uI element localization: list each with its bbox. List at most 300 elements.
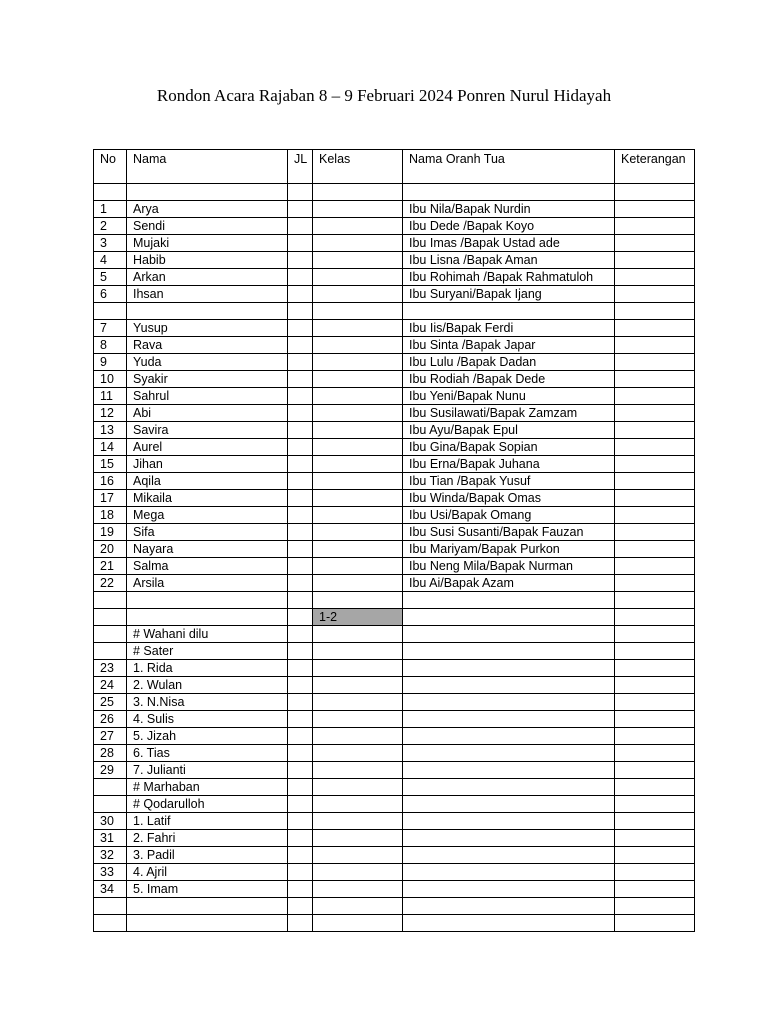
cell-keterangan [615,745,695,762]
cell-keterangan [615,303,695,320]
cell-nama-orang-tua [403,677,615,694]
header-no: No [94,150,127,184]
cell-nama: 2. Wulan [127,677,288,694]
cell-no: 21 [94,558,127,575]
cell-keterangan [615,286,695,303]
cell-no: 19 [94,524,127,541]
cell-jl [288,558,313,575]
cell-nama: Arya [127,201,288,218]
table-row [94,507,695,524]
table-body [94,184,695,932]
cell-nama-orang-tua: Ibu Winda/Bapak Omas [403,490,615,507]
cell-jl [288,354,313,371]
cell-no: 13 [94,422,127,439]
cell-jl [288,711,313,728]
table-row [94,864,695,881]
cell-kelas [313,507,403,524]
cell-jl [288,218,313,235]
cell-no: 14 [94,439,127,456]
cell-jl [288,660,313,677]
cell-jl [288,592,313,609]
cell-kelas [313,881,403,898]
cell-no [94,184,127,201]
table-row [94,694,695,711]
cell-nama [127,592,288,609]
header-nama: Nama [127,150,288,184]
table-row [94,711,695,728]
table-row [94,796,695,813]
cell-keterangan [615,439,695,456]
cell-nama: # Wahani dilu [127,626,288,643]
cell-jl [288,286,313,303]
table-row [94,898,695,915]
cell-nama-orang-tua [403,847,615,864]
table-row [94,881,695,898]
cell-nama: Habib [127,252,288,269]
cell-keterangan [615,252,695,269]
cell-no [94,779,127,796]
cell-nama: Mega [127,507,288,524]
cell-nama [127,915,288,932]
cell-nama-orang-tua: Ibu Tian /Bapak Yusuf [403,473,615,490]
cell-keterangan [615,337,695,354]
cell-nama: Ihsan [127,286,288,303]
cell-no: 28 [94,745,127,762]
table-row [94,354,695,371]
cell-keterangan [615,847,695,864]
header-keterangan: Keterangan [615,150,695,184]
cell-keterangan [615,609,695,626]
cell-keterangan [615,813,695,830]
cell-jl [288,371,313,388]
header-jl: JL [288,150,313,184]
cell-nama: Jihan [127,456,288,473]
cell-keterangan [615,184,695,201]
cell-jl [288,439,313,456]
roster-table [93,149,695,932]
table-row [94,337,695,354]
cell-kelas [313,813,403,830]
cell-nama-orang-tua [403,609,615,626]
cell-jl [288,507,313,524]
cell-no: 17 [94,490,127,507]
cell-nama-orang-tua [403,728,615,745]
cell-nama: 4. Ajril [127,864,288,881]
cell-nama-orang-tua [403,881,615,898]
cell-kelas [313,779,403,796]
cell-keterangan [615,371,695,388]
cell-jl [288,337,313,354]
cell-kelas [313,592,403,609]
cell-nama-orang-tua: Ibu Gina/Bapak Sopian [403,439,615,456]
table-row [94,660,695,677]
cell-no [94,796,127,813]
cell-keterangan [615,490,695,507]
cell-keterangan [615,864,695,881]
cell-no: 10 [94,371,127,388]
cell-kelas [313,915,403,932]
cell-jl [288,881,313,898]
cell-jl [288,405,313,422]
table-row [94,779,695,796]
cell-nama-orang-tua: Ibu Suryani/Bapak Ijang [403,286,615,303]
table-row [94,677,695,694]
cell-nama: Mujaki [127,235,288,252]
cell-no: 15 [94,456,127,473]
cell-kelas [313,541,403,558]
cell-keterangan [615,405,695,422]
cell-jl [288,473,313,490]
cell-nama: Savira [127,422,288,439]
table-header-row [94,150,695,184]
cell-no [94,898,127,915]
cell-nama-orang-tua [403,830,615,847]
page-title: Rondon Acara Rajaban 8 – 9 Februari 2024 Ponren Nurul Hidayah [156,86,612,105]
table-row [94,201,695,218]
cell-no: 11 [94,388,127,405]
cell-kelas [313,235,403,252]
table-row [94,541,695,558]
cell-keterangan [615,711,695,728]
cell-nama: Abi [127,405,288,422]
cell-jl [288,388,313,405]
cell-jl [288,235,313,252]
table-row [94,592,695,609]
cell-nama-orang-tua [403,660,615,677]
table-row [94,762,695,779]
cell-kelas [313,898,403,915]
table-row [94,813,695,830]
cell-nama: Yuda [127,354,288,371]
cell-nama-orang-tua [403,592,615,609]
cell-no [94,592,127,609]
cell-kelas [313,473,403,490]
cell-no [94,303,127,320]
cell-jl [288,303,313,320]
table-row [94,473,695,490]
cell-nama-orang-tua: Ibu Usi/Bapak Omang [403,507,615,524]
cell-kelas [313,864,403,881]
cell-kelas [313,337,403,354]
cell-kelas [313,626,403,643]
cell-keterangan [615,677,695,694]
cell-no: 2 [94,218,127,235]
cell-jl [288,643,313,660]
cell-jl [288,269,313,286]
cell-keterangan [615,320,695,337]
cell-jl [288,915,313,932]
table-row [94,643,695,660]
cell-no: 4 [94,252,127,269]
cell-nama: 4. Sulis [127,711,288,728]
table-row [94,184,695,201]
cell-kelas [313,745,403,762]
cell-nama: Aurel [127,439,288,456]
cell-no: 26 [94,711,127,728]
table-row [94,728,695,745]
table-row [94,830,695,847]
cell-nama-orang-tua: Ibu Ayu/Bapak Epul [403,422,615,439]
cell-nama: Yusup [127,320,288,337]
cell-nama-orang-tua: Ibu Susi Susanti/Bapak Fauzan [403,524,615,541]
cell-jl [288,864,313,881]
cell-jl [288,898,313,915]
cell-nama-orang-tua [403,762,615,779]
cell-nama-orang-tua: Ibu Lulu /Bapak Dadan [403,354,615,371]
cell-no [94,643,127,660]
cell-jl [288,779,313,796]
cell-nama: 5. Imam [127,881,288,898]
cell-keterangan [615,779,695,796]
cell-no: 27 [94,728,127,745]
cell-no: 1 [94,201,127,218]
cell-nama: Salma [127,558,288,575]
cell-nama: Sifa [127,524,288,541]
cell-nama: Syakir [127,371,288,388]
cell-keterangan [615,235,695,252]
table-row [94,558,695,575]
cell-jl [288,575,313,592]
cell-no: 22 [94,575,127,592]
cell-nama [127,184,288,201]
table-row [94,303,695,320]
cell-keterangan [615,915,695,932]
cell-nama: 1. Rida [127,660,288,677]
cell-kelas [313,422,403,439]
cell-nama-orang-tua: Ibu Dede /Bapak Koyo [403,218,615,235]
cell-jl [288,201,313,218]
table-row [94,915,695,932]
cell-nama: 6. Tias [127,745,288,762]
header-kelas: Kelas [313,150,403,184]
cell-jl [288,422,313,439]
cell-nama-orang-tua [403,303,615,320]
cell-jl [288,456,313,473]
table-row [94,269,695,286]
cell-keterangan [615,473,695,490]
cell-kelas [313,847,403,864]
table-row [94,524,695,541]
cell-kelas [313,711,403,728]
cell-keterangan [615,507,695,524]
cell-jl [288,609,313,626]
cell-nama-orang-tua: Ibu Iis/Bapak Ferdi [403,320,615,337]
cell-nama: # Marhaban [127,779,288,796]
cell-jl [288,830,313,847]
cell-nama: Sahrul [127,388,288,405]
cell-nama: Sendi [127,218,288,235]
cell-keterangan [615,558,695,575]
cell-kelas [313,677,403,694]
cell-kelas [313,643,403,660]
cell-no: 30 [94,813,127,830]
cell-nama: Aqila [127,473,288,490]
cell-kelas [313,490,403,507]
cell-keterangan [615,660,695,677]
cell-nama-orang-tua: Ibu Susilawati/Bapak Zamzam [403,405,615,422]
cell-no: 7 [94,320,127,337]
cell-keterangan [615,643,695,660]
cell-no [94,915,127,932]
cell-jl [288,694,313,711]
cell-jl [288,490,313,507]
table-row [94,388,695,405]
table-row [94,371,695,388]
cell-nama-orang-tua: Ibu Rodiah /Bapak Dede [403,371,615,388]
cell-no: 6 [94,286,127,303]
cell-keterangan [615,422,695,439]
table-row [94,575,695,592]
cell-keterangan [615,524,695,541]
cell-keterangan [615,796,695,813]
cell-nama: Arsila [127,575,288,592]
table-row [94,252,695,269]
cell-nama-orang-tua: Ibu Rohimah /Bapak Rahmatuloh [403,269,615,286]
cell-nama: Mikaila [127,490,288,507]
header-nama-orang-tua: Nama Oranh Tua [403,150,615,184]
cell-nama-orang-tua: Ibu Lisna /Bapak Aman [403,252,615,269]
table-row [94,218,695,235]
cell-no: 23 [94,660,127,677]
cell-nama-orang-tua [403,779,615,796]
cell-nama-orang-tua [403,694,615,711]
cell-nama: # Qodarulloh [127,796,288,813]
cell-keterangan [615,898,695,915]
cell-no [94,609,127,626]
cell-no: 16 [94,473,127,490]
cell-no: 32 [94,847,127,864]
table-row [94,490,695,507]
table-row [94,422,695,439]
cell-kelas [313,456,403,473]
cell-kelas [313,439,403,456]
cell-jl [288,813,313,830]
cell-no: 5 [94,269,127,286]
cell-kelas [313,201,403,218]
cell-no: 34 [94,881,127,898]
cell-nama-orang-tua: Ibu Imas /Bapak Ustad ade [403,235,615,252]
cell-nama-orang-tua: Ibu Nila/Bapak Nurdin [403,201,615,218]
cell-nama-orang-tua: Ibu Sinta /Bapak Japar [403,337,615,354]
table-row [94,235,695,252]
cell-nama: 3. Padil [127,847,288,864]
cell-nama: Nayara [127,541,288,558]
cell-keterangan [615,592,695,609]
cell-keterangan [615,269,695,286]
cell-keterangan [615,694,695,711]
cell-no: 18 [94,507,127,524]
cell-no: 24 [94,677,127,694]
cell-kelas [313,830,403,847]
cell-nama: 2. Fahri [127,830,288,847]
cell-kelas: 1-2 [313,609,403,626]
cell-kelas [313,184,403,201]
cell-nama-orang-tua [403,898,615,915]
cell-kelas [313,218,403,235]
cell-no: 25 [94,694,127,711]
cell-keterangan [615,762,695,779]
cell-kelas [313,660,403,677]
cell-kelas [313,575,403,592]
cell-nama: 7. Julianti [127,762,288,779]
table-row [94,286,695,303]
cell-no: 9 [94,354,127,371]
cell-nama-orang-tua [403,796,615,813]
cell-keterangan [615,881,695,898]
cell-nama: Arkan [127,269,288,286]
cell-kelas [313,269,403,286]
cell-nama-orang-tua: Ibu Ai/Bapak Azam [403,575,615,592]
cell-jl [288,184,313,201]
cell-nama: 3. N.Nisa [127,694,288,711]
cell-keterangan [615,626,695,643]
cell-jl [288,728,313,745]
cell-jl [288,320,313,337]
cell-jl [288,677,313,694]
cell-jl [288,626,313,643]
cell-keterangan [615,354,695,371]
cell-nama-orang-tua: Ibu Yeni/Bapak Nunu [403,388,615,405]
table-row [94,320,695,337]
cell-keterangan [615,728,695,745]
cell-keterangan [615,456,695,473]
cell-nama-orang-tua [403,745,615,762]
cell-jl [288,541,313,558]
cell-kelas [313,728,403,745]
table-row [94,439,695,456]
cell-nama-orang-tua [403,643,615,660]
cell-no: 3 [94,235,127,252]
table-row [94,745,695,762]
cell-no [94,626,127,643]
cell-keterangan [615,830,695,847]
cell-no: 8 [94,337,127,354]
cell-keterangan [615,541,695,558]
cell-keterangan [615,201,695,218]
cell-keterangan [615,218,695,235]
cell-nama: Rava [127,337,288,354]
cell-jl [288,847,313,864]
cell-nama-orang-tua [403,626,615,643]
cell-nama-orang-tua [403,915,615,932]
cell-kelas [313,796,403,813]
table-row [94,609,695,626]
cell-nama-orang-tua [403,813,615,830]
cell-kelas [313,762,403,779]
cell-nama: # Sater [127,643,288,660]
cell-kelas [313,354,403,371]
table-row [94,456,695,473]
cell-nama [127,609,288,626]
cell-kelas [313,388,403,405]
cell-no: 29 [94,762,127,779]
table-row [94,405,695,422]
cell-jl [288,252,313,269]
cell-kelas [313,320,403,337]
cell-nama-orang-tua [403,864,615,881]
cell-kelas [313,286,403,303]
table-row [94,626,695,643]
cell-keterangan [615,575,695,592]
cell-jl [288,745,313,762]
cell-nama: 5. Jizah [127,728,288,745]
cell-jl [288,796,313,813]
cell-keterangan [615,388,695,405]
cell-kelas [313,405,403,422]
cell-kelas [313,252,403,269]
cell-nama-orang-tua [403,711,615,728]
cell-nama-orang-tua [403,184,615,201]
